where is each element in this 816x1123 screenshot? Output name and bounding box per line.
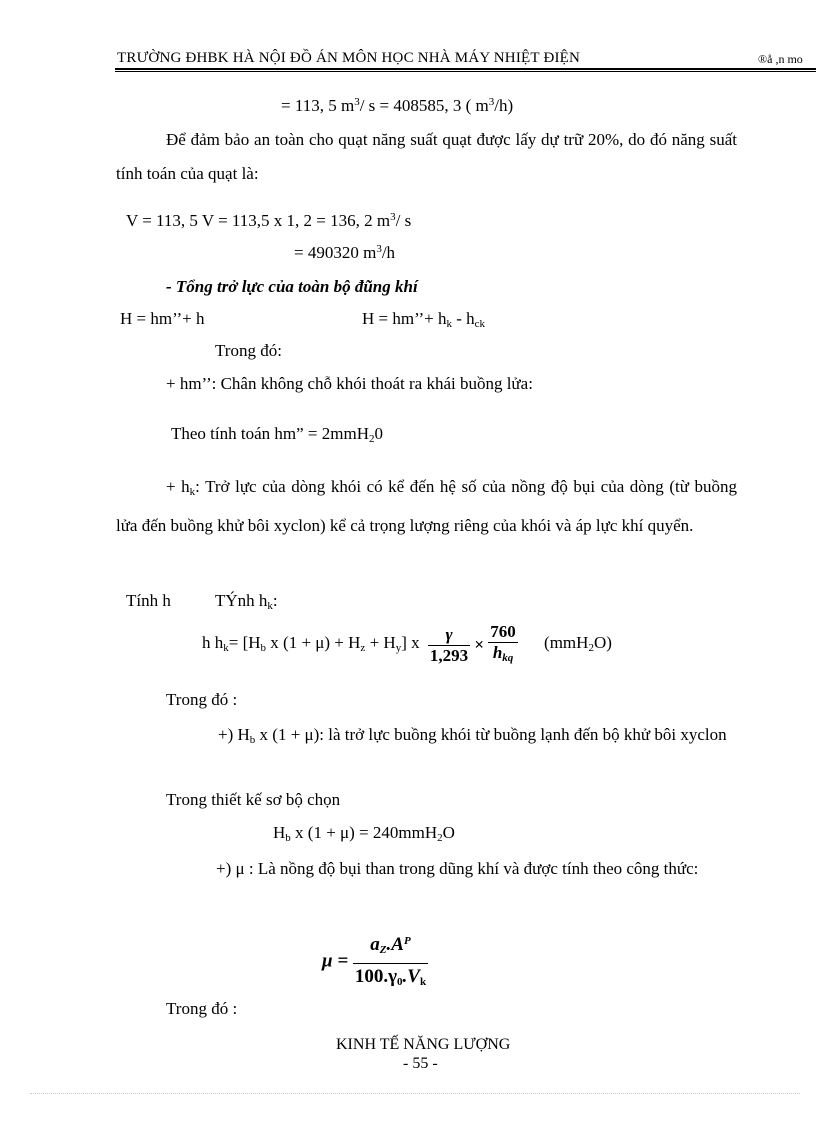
footer-divider [30, 1093, 800, 1094]
header-right-text: ®å ,n mo [758, 52, 803, 66]
fraction-pressure: $\frac{760}{h_{kq}}$ [490, 622, 516, 664]
fraction-gamma: $\frac{\gamma}{1,293}$ [429, 624, 469, 665]
line-volume-hourly: = 490320 $m^3/h$ [294, 243, 396, 262]
paragraph-safety: Để đảm bảo an toàn cho quạt năng suất quạt được lấy dự trữ 20%, do đó năng suất tính toán của quạt là: [116, 130, 737, 183]
section-heading: - Tổng trở lực của toàn bộ đũng khí [166, 277, 418, 296]
header-rule-thin [115, 71, 816, 72]
page-number: - 55 - [403, 1055, 438, 1072]
line-hm: + hm’’: Chân không chỗ khói thoát ra khái buồng lửa: [166, 374, 533, 393]
line-hb-value: $H_b$ x (1 + μ) = 240mmH$_2$O [273, 823, 455, 844]
line-volume: V = 113, 5 V = 113,5 x 1, 2 = 136, 2 $m^3/$ s [126, 211, 412, 230]
line-hm-value: Theo tính toán hm” = 2mmH$_2$0 [171, 424, 383, 445]
paragraph-hk: + $h_k$: Trở lực của dòng khói có kể đến hệ số của nồng độ bụi của dòng (từ buồng lửa đến buồng khử bôi xyclon) kể cả trọng lượng riêng của khói và áp lực khí quyển. [116, 477, 737, 535]
formula-h-short: H = hm’’+ h [120, 309, 205, 328]
label-tinh-h: Tính h [126, 591, 171, 610]
formula-h-full: H = hm’’+ $h_k - h_{ck}$ [362, 309, 486, 330]
paragraph-mu: +) μ : Là nồng độ bụi than trong dũng khí và được tính theo công thức: [216, 859, 699, 878]
label-trong-do-2: Trong đó : [166, 690, 238, 709]
formula-hk: h $h_k= [H_b$ x $(1 + \mu) + H_z + H_y$] x $\frac{\gamma}{1,293}$ × $\frac{760}{h_{kq}}$ (mmH$_2$O) [202, 622, 612, 668]
label-trong-do-3: Trong đó : [166, 999, 238, 1018]
footer-title: KINH TẾ NĂNG LƯỢNG [336, 1036, 511, 1053]
paragraph-hb: +) $H_b$ x (1 + μ): là trở lực buồng khói từ buồng lạnh đến bộ khử bôi xyclon [218, 725, 727, 746]
formula-mu: μ = $\frac{a_Z.A^P}{100.\gamma_0.V_k}$ [322, 928, 428, 995]
header-rule-thick [115, 68, 816, 70]
line-airflow: = 113, 5 $m^3/$ s = 408585, 3 ( $m^3/h$) [281, 96, 514, 115]
label-trong-do-1: Trong đó: [215, 341, 282, 360]
fraction-mu: $\frac{a_Z.A^P}{100.\gamma_0.V_k}$ [353, 928, 428, 995]
label-tinh-hk: TÝnh $h_k$: [215, 591, 278, 612]
header-title: TRƯỜNG ĐHBK HÀ NỘI ĐỒ ÁN MÔN HỌC NHÀ MÁY NHIỆT ĐIỆN [117, 50, 581, 66]
line-design-choice: Trong thiết kế sơ bộ chọn [166, 790, 341, 809]
